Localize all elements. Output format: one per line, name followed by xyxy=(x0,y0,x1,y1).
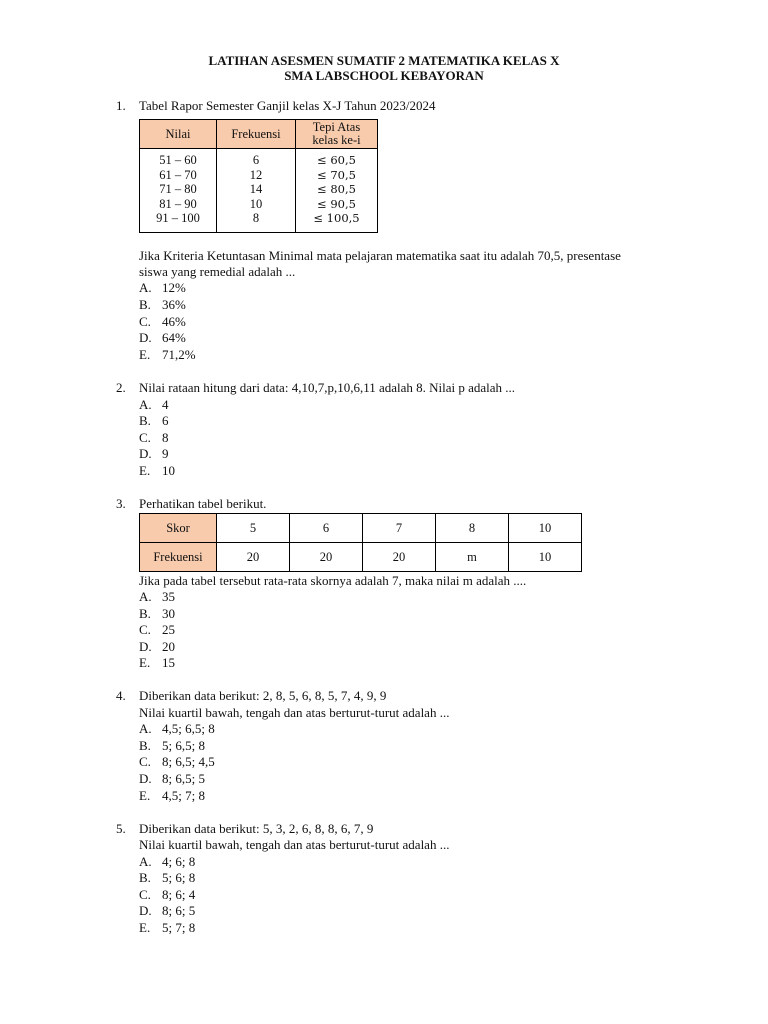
answer-option: E. 4,5; 7; 8 xyxy=(139,788,205,803)
answer-option: D. 8; 6,5; 5 xyxy=(139,771,205,786)
table-header: Tepi Atas kelas ke-i xyxy=(296,120,378,149)
table-cell: 7 xyxy=(363,514,436,543)
question-number: 1. xyxy=(116,98,126,113)
table-cell: 8 xyxy=(436,514,509,543)
answer-option: E. 71,2% xyxy=(139,347,196,362)
question-number: 5. xyxy=(116,821,126,836)
answer-option: D. 9 xyxy=(139,446,169,461)
answer-option: C. 8; 6; 4 xyxy=(139,887,196,902)
question-text: Diberikan data berikut: 5, 3, 2, 6, 8, 8, 6, 7, 9 xyxy=(139,821,374,836)
question-number: 3. xyxy=(116,496,126,511)
table-header: Nilai xyxy=(140,120,217,149)
question-text: Perhatikan tabel berikut. xyxy=(139,496,267,511)
answer-option: D. 64% xyxy=(139,330,186,345)
answer-option: B. 5; 6,5; 8 xyxy=(139,738,205,753)
answer-option: C. 8; 6,5; 4,5 xyxy=(139,754,215,769)
table-cell: ≤ 60,5 ≤ 70,5 ≤ 80,5 ≤ 90,5 ≤ 100,5 xyxy=(296,149,378,233)
table-cell: 5 xyxy=(217,514,290,543)
question-number: 4. xyxy=(116,688,126,703)
score-frequency-table xyxy=(139,513,582,572)
table-cell: 6 12 14 10 8 xyxy=(217,149,296,233)
table-cell: 10 xyxy=(509,543,582,572)
question-text: Diberikan data berikut: 2, 8, 5, 6, 8, 5, 7, 4, 9, 9 xyxy=(139,688,387,703)
answer-option: E. 15 xyxy=(139,655,175,670)
table-cell: 51 – 60 61 – 70 71 – 80 81 – 90 91 – 100 xyxy=(140,149,217,233)
table-cell: 20 xyxy=(217,543,290,572)
grade-frequency-table xyxy=(139,119,378,233)
table-cell: m xyxy=(436,543,509,572)
answer-option: A. 35 xyxy=(139,589,175,604)
question-text: siswa yang remedial adalah ... xyxy=(139,264,296,279)
school-name: SMA LABSCHOOL KEBAYORAN xyxy=(284,68,484,83)
question-text: Nilai kuartil bawah, tengah dan atas berturut-turut adalah ... xyxy=(139,837,450,852)
question-text: Jika pada tabel tersebut rata-rata skornya adalah 7, maka nilai m adalah .... xyxy=(139,573,527,588)
table-cell: 10 xyxy=(509,514,582,543)
question-text: Jika Kriteria Ketuntasan Minimal mata pelajaran matematika saat itu adalah 70,5, presentase xyxy=(139,248,621,263)
answer-option: A. 12% xyxy=(139,280,186,295)
table-cell: 6 xyxy=(290,514,363,543)
answer-option: B. 6 xyxy=(139,413,169,428)
answer-option: C. 8 xyxy=(139,430,169,445)
answer-option: B. 5; 6; 8 xyxy=(139,870,196,885)
answer-option: B. 36% xyxy=(139,297,186,312)
answer-option: A. 4,5; 6,5; 8 xyxy=(139,721,215,736)
answer-option: A. 4; 6; 8 xyxy=(139,854,196,869)
table-cell: 20 xyxy=(363,543,436,572)
question-text: Nilai rataan hitung dari data: 4,10,7,p,10,6,11 adalah 8. Nilai p adalah ... xyxy=(139,380,516,395)
answer-option: E. 10 xyxy=(139,463,175,478)
table-cell: 20 xyxy=(290,543,363,572)
answer-option: D. 20 xyxy=(139,639,175,654)
answer-option: C. 46% xyxy=(139,314,186,329)
question-number: 2. xyxy=(116,380,126,395)
document-title: LATIHAN ASESMEN SUMATIF 2 MATEMATIKA KELAS X xyxy=(208,53,560,68)
answer-option: C. 25 xyxy=(139,622,175,637)
answer-option: A. 4 xyxy=(139,397,169,412)
table-header: Frekuensi xyxy=(217,120,296,149)
question-text: Tabel Rapor Semester Ganjil kelas X-J Tahun 2023/2024 xyxy=(139,98,436,113)
table-header: Frekuensi xyxy=(140,543,217,572)
question-text: Nilai kuartil bawah, tengah dan atas berturut-turut adalah ... xyxy=(139,705,450,720)
answer-option: E. 5; 7; 8 xyxy=(139,920,196,935)
table-header: Skor xyxy=(140,514,217,543)
answer-option: D. 8; 6; 5 xyxy=(139,903,196,918)
answer-option: B. 30 xyxy=(139,606,175,621)
